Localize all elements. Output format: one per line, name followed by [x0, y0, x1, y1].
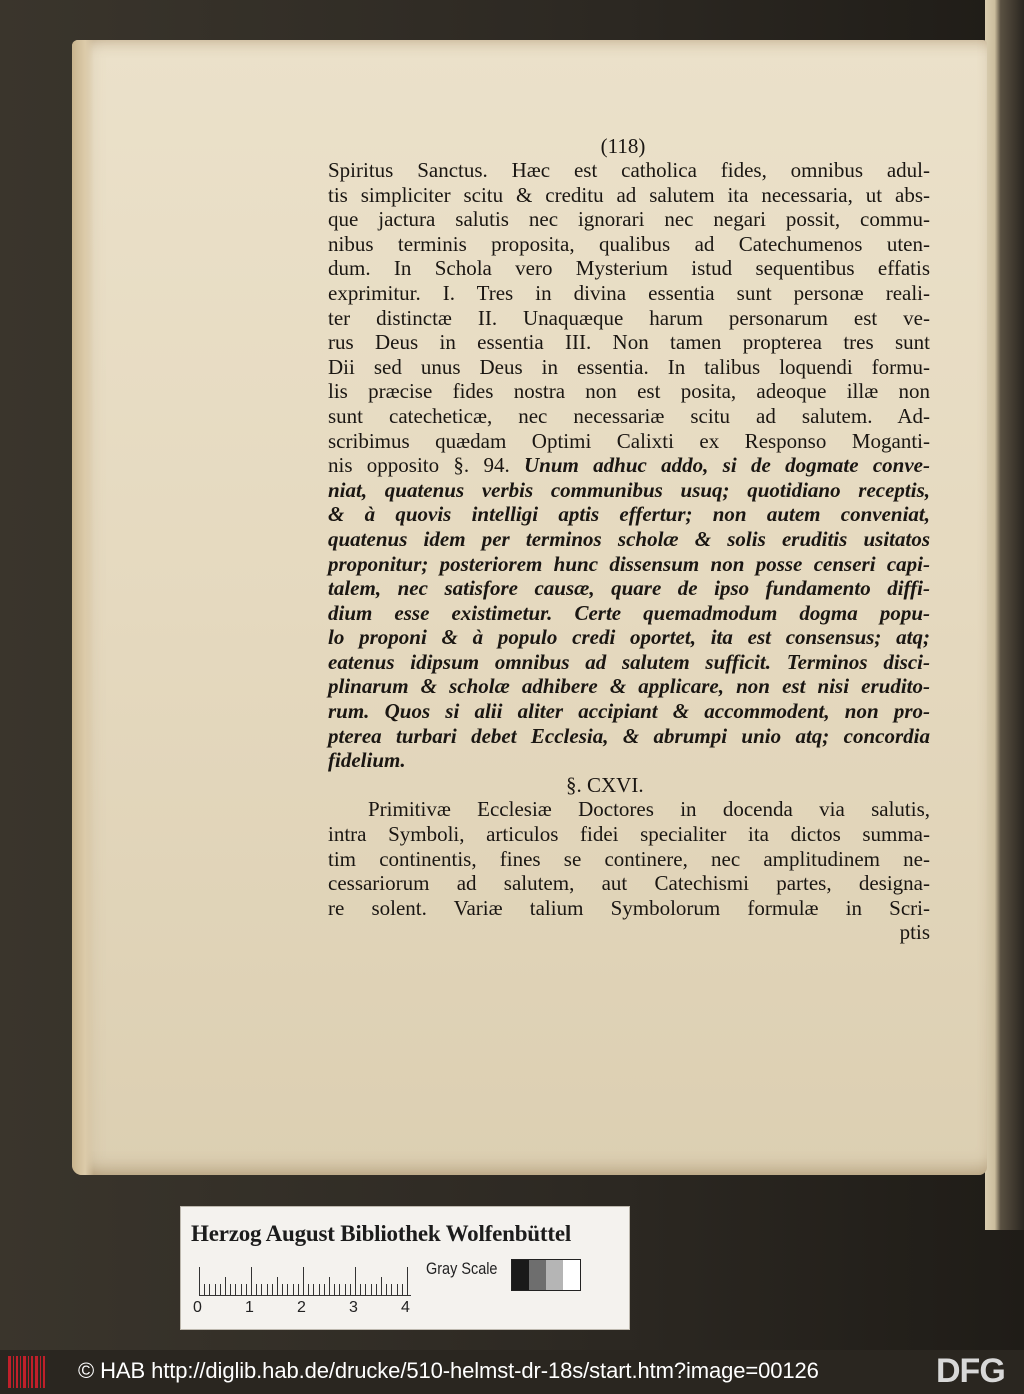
ruler-tick: [371, 1284, 372, 1295]
ruler-tick: [256, 1284, 257, 1295]
text-line: que jactura salutis nec ignorari nec negari possit, commu-: [328, 207, 930, 232]
ruler-tick: [324, 1284, 325, 1295]
ruler-tick: [386, 1284, 387, 1295]
library-name: Herzog August Bibliothek Wolfenbüttel: [191, 1221, 572, 1246]
ruler-tick: [246, 1284, 247, 1295]
gray-swatch: [512, 1260, 529, 1290]
ruler-tick: [350, 1284, 351, 1295]
page-text: [328, 134, 948, 945]
ruler-tick: [365, 1284, 366, 1295]
ruler-number: 3: [349, 1299, 358, 1316]
ruler-tick: [199, 1267, 200, 1295]
ruler-number: 1: [245, 1299, 254, 1316]
barcode-bar: [23, 1356, 26, 1388]
ruler-tick: [313, 1284, 314, 1295]
text-line: proponitur; posteriorem hunc dissensum non posse censeri capi-: [328, 551, 930, 576]
ruler-tick: [215, 1284, 216, 1295]
text-line: exprimitur. I. Tres in divina essentia sunt personæ reali-: [328, 280, 930, 305]
text-line: Spiritus Sanctus. Hæc est catholica fides, omnibus adul-: [328, 158, 930, 182]
text-line: eatenus idipsum omnibus ad salutem sufficit. Terminos disci-: [328, 649, 930, 674]
text-line: lo proponi & à populo credi oportet, ita est consensus; atq;: [328, 625, 930, 650]
ruler-number: 2: [297, 1299, 306, 1316]
ruler-tick: [407, 1267, 408, 1295]
ruler-tick: [272, 1284, 273, 1295]
gray-swatch: [546, 1260, 563, 1290]
ruler-tick: [204, 1284, 205, 1295]
ruler-tick: [220, 1284, 221, 1295]
text-line: cessariorum ad salutem, aut Catechismi partes, designa-: [328, 871, 930, 896]
text-line: Dii sed unus Deus in essentia. In talibus loquendi formu-: [328, 354, 930, 379]
text-line: pterea turbari debet Ecclesia, & abrumpi unio atq; concordia: [328, 723, 930, 748]
ruler-tick: [397, 1284, 398, 1295]
text-line: talem, nec satisfore causæ, quare de ipso fundamento diffi-: [328, 576, 930, 601]
ruler-scale: [199, 1265, 411, 1296]
section-paragraph: [328, 797, 948, 920]
ruler-tick: [293, 1284, 294, 1295]
dfg-logo: DFG: [936, 1352, 1005, 1390]
barcode-bar: [13, 1356, 14, 1388]
text-line: plinarum & scholæ adhibere & applicare, non est nisi erudito-: [328, 674, 930, 699]
text-line: dium esse existimetur. Certe quemadmodum dogma popu-: [328, 600, 930, 625]
ruler-tick: [277, 1277, 278, 1295]
section-heading: §. CXVI.: [566, 772, 644, 797]
ruler-tick: [235, 1284, 236, 1295]
next-page-edge: [985, 0, 1024, 1230]
ruler-tick: [334, 1284, 335, 1295]
gray-scale-swatches: [511, 1259, 581, 1291]
ruler-tick: [329, 1277, 330, 1295]
ruler-tick: [267, 1284, 268, 1295]
barcode-bar: [35, 1356, 38, 1388]
ruler-tick: [381, 1277, 382, 1295]
text-line: dum. In Schola vero Mysterium istud sequentibus effatis: [328, 256, 930, 281]
barcode-bar: [20, 1356, 21, 1388]
ruler-tick: [225, 1277, 226, 1295]
text-line: fidelium.: [328, 748, 406, 773]
text-line: tis simpliciter scitu & creditu ad salutem ita necessaria, ut abs-: [328, 182, 930, 207]
text-line: & à quovis intelligi aptis effertur; non autem conveniat,: [328, 502, 930, 527]
ruler-tick: [287, 1284, 288, 1295]
ruler-tick: [241, 1284, 242, 1295]
text-line: tim continentis, fines se continere, nec amplitudinem ne-: [328, 846, 930, 871]
text-line-roman: nis opposito §. 94.: [328, 453, 525, 478]
ruler-tick: [282, 1284, 283, 1295]
footer-copyright-url: © HAB http://diglib.hab.de/drucke/510-helmst-dr-18s/start.htm?image=00126: [78, 1358, 819, 1383]
text-line: lis præcise fides nostra non est posita, adeoque illæ non: [328, 379, 930, 404]
text-line: rum. Quos si alii aliter accipiant & accommodent, non pro-: [328, 699, 930, 724]
ruler-tick: [339, 1284, 340, 1295]
barcode-bar: [8, 1356, 11, 1388]
gray-scale-label: Gray Scale: [426, 1259, 498, 1278]
ruler-tick: [391, 1284, 392, 1295]
barcode-bar: [31, 1356, 33, 1388]
gray-swatch: [529, 1260, 546, 1290]
barcode-bar: [16, 1356, 18, 1388]
ruler-tick: [251, 1267, 252, 1295]
text-line: [328, 453, 930, 478]
ruler-tick: [319, 1284, 320, 1295]
ruler-tick: [209, 1284, 210, 1295]
ruler-tick: [345, 1284, 346, 1295]
ruler-tick: [308, 1284, 309, 1295]
ruler-tick: [261, 1284, 262, 1295]
text-line: rus Deus in essentia III. Non tamen propterea tres sunt: [328, 330, 930, 355]
text-line: nibus terminis proposita, qualibus ad Catechumenos uten-: [328, 231, 930, 256]
text-line: scribimus quædam Optimi Calixti ex Responso Moganti-: [328, 428, 930, 453]
color-calibration-card: [180, 1206, 630, 1330]
text-line: ter distinctæ II. Unaquæque harum personarum est ve-: [328, 305, 930, 330]
text-line: Primitivæ Ecclesiæ Doctores in docenda via salutis,: [368, 797, 930, 822]
ruler-tick: [402, 1284, 403, 1295]
ruler-tick: [360, 1284, 361, 1295]
ruler-tick: [376, 1284, 377, 1295]
text-line: re solent. Variæ talium Symbolorum formulæ in Scri-: [328, 895, 930, 920]
ruler-tick: [298, 1284, 299, 1295]
text-line: niat, quatenus verbis communibus usuq; quotidiano receptis,: [328, 477, 930, 502]
page-number: (118): [600, 134, 646, 158]
barcode-bar: [43, 1356, 45, 1388]
text-line: sunt catecheticæ, nec necessariæ scitu ad salutem. Ad-: [328, 403, 930, 428]
body-paragraph: [328, 158, 948, 773]
text-line-italic: Unum adhuc addo, si de dogmate conve-: [524, 453, 930, 478]
gray-swatch: [563, 1260, 580, 1290]
ruler-tick: [230, 1284, 231, 1295]
ruler-number: 4: [401, 1299, 410, 1316]
text-line: quatenus idem per terminos scholæ & solis eruditis usitatos: [328, 526, 930, 551]
page-gutter-shadow: [72, 40, 94, 1175]
barcode-bar: [40, 1356, 41, 1388]
ruler-tick: [303, 1267, 304, 1295]
hab-barcode-icon: [8, 1356, 48, 1388]
ruler-number: 0: [193, 1299, 202, 1316]
text-line: intra Symboli, articulos fidei specialiter ita dictos summa-: [328, 822, 930, 847]
barcode-bar: [28, 1356, 29, 1388]
catchword: ptis: [899, 920, 930, 945]
ruler-tick: [355, 1267, 356, 1295]
